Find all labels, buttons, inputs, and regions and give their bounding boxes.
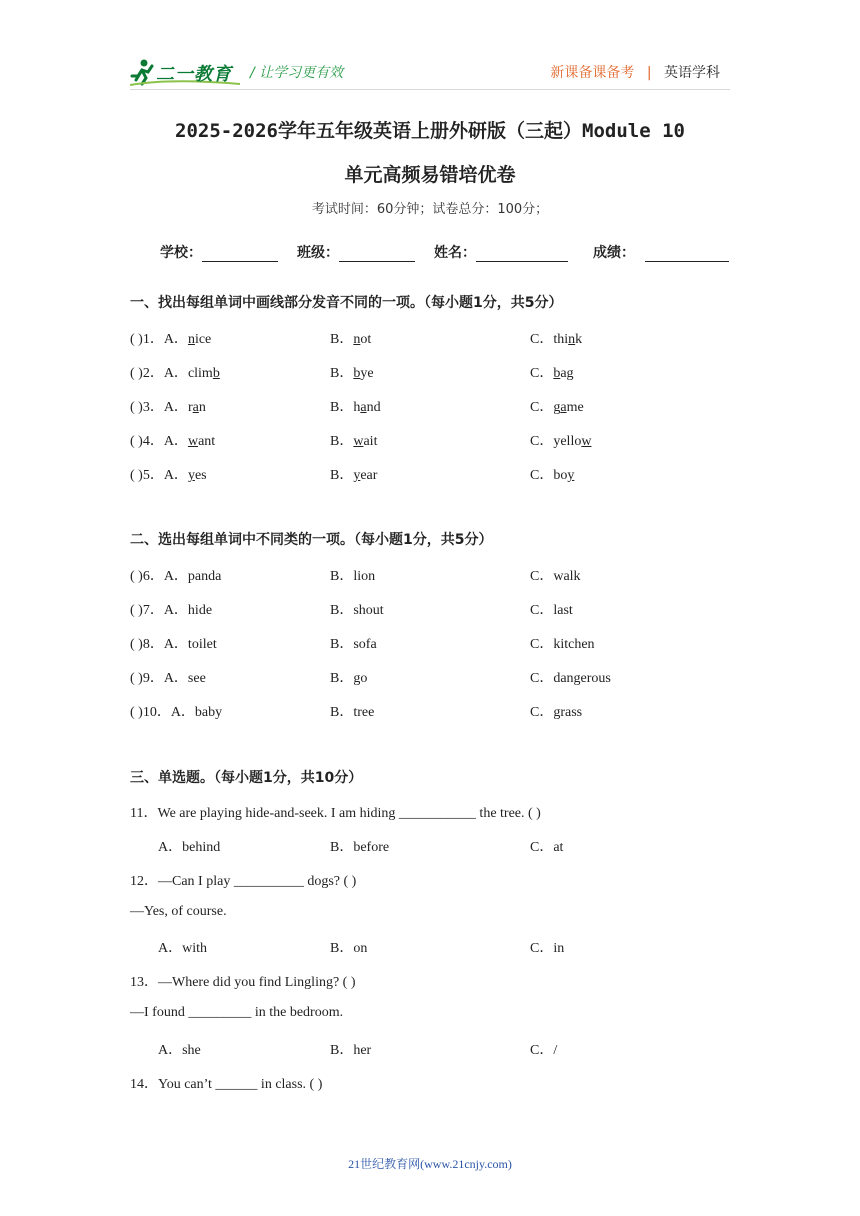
question-11-options [130, 836, 730, 856]
option-a[interactable]: ( )7．A．hide [130, 603, 213, 618]
name-blank[interactable] [476, 245, 568, 262]
exam-info: 考试时间：60分钟；试卷总分：100分； [311, 202, 549, 217]
option-c[interactable]: C．dangerous [530, 671, 611, 686]
header-separator: | [646, 65, 652, 81]
option-c[interactable]: C．kitchen [530, 637, 595, 652]
option-a[interactable]: ( )4．A．want [130, 434, 216, 449]
option-b[interactable]: B．sofa [330, 637, 377, 652]
footer-link[interactable]: 21世纪教育网(www.21cnjy.com) [348, 1157, 512, 1171]
question-row [130, 362, 730, 382]
option-b[interactable]: B．on [330, 941, 368, 956]
question-12: 12．—Can I play __________ dogs? ( ) [130, 874, 357, 889]
section-3-title: 三、单选题。（每小题1分，共10分） [130, 770, 363, 786]
question-row [130, 328, 730, 348]
header-divider [130, 89, 730, 90]
option-a[interactable]: A．with [158, 941, 207, 956]
score-label: 成绩： [593, 245, 635, 261]
school-field[interactable] [160, 242, 278, 262]
class-field[interactable] [297, 242, 415, 262]
question-13-options [130, 1039, 730, 1059]
question-13: 13．—Where did you find Lingling? ( ) [130, 975, 356, 990]
school-blank[interactable] [202, 245, 278, 262]
question-12-options [130, 937, 730, 957]
option-b[interactable]: B．year [330, 468, 378, 483]
option-a[interactable]: A．behind [158, 840, 221, 855]
question-row [130, 396, 730, 416]
option-a[interactable]: A．she [158, 1043, 201, 1058]
option-b[interactable]: B．lion [330, 569, 376, 584]
class-label: 班级： [297, 245, 339, 261]
name-field[interactable] [434, 242, 568, 262]
option-a[interactable]: ( )5．A．yes [130, 468, 207, 483]
option-b[interactable]: B．not [330, 332, 372, 347]
option-a[interactable]: ( )6．A．panda [130, 569, 222, 584]
score-blank[interactable] [645, 245, 729, 262]
question-row [130, 599, 730, 619]
logo-text: 二一教育 [156, 64, 232, 85]
option-b[interactable]: B．wait [330, 434, 378, 449]
class-blank[interactable] [339, 245, 415, 262]
page-title-line2: 单元高频易错培优卷 [344, 164, 516, 186]
brand-label: 新课备课备考 [550, 65, 635, 81]
option-b[interactable]: B．go [330, 671, 368, 686]
option-c[interactable]: C．yellow [530, 434, 592, 449]
option-b[interactable]: B．shout [330, 603, 384, 618]
option-b[interactable]: B．her [330, 1043, 372, 1058]
option-a[interactable]: ( )2．A．climb [130, 366, 220, 381]
option-b[interactable]: B．hand [330, 400, 381, 415]
question-row [130, 565, 730, 585]
option-c[interactable]: C．at [530, 840, 564, 855]
score-field[interactable] [593, 242, 729, 262]
name-label: 姓名： [434, 245, 476, 261]
page-header [130, 52, 730, 92]
question-row [130, 667, 730, 687]
option-a[interactable]: ( )1．A．nice [130, 332, 212, 347]
option-c[interactable]: C．walk [530, 569, 581, 584]
option-c[interactable]: C．think [530, 332, 583, 347]
option-b[interactable]: B．tree [330, 705, 375, 720]
slogan: / 让学习更有效 [250, 65, 344, 81]
question-row [130, 430, 730, 450]
option-a[interactable]: ( )9．A．see [130, 671, 206, 686]
option-b[interactable]: B．before [330, 840, 390, 855]
question-row [130, 633, 730, 653]
subject-label: 英语学科 [664, 65, 720, 81]
question-14: 14．You can’t ______ in class. ( ) [130, 1077, 323, 1092]
header-right [550, 62, 720, 82]
option-c[interactable]: C．/ [530, 1043, 558, 1058]
question-11: 11．We are playing hide-and-seek. I am hiding ___________ the tree. ( ) [130, 806, 541, 821]
option-c[interactable]: C．grass [530, 705, 583, 720]
option-a[interactable]: ( )3．A．ran [130, 400, 206, 415]
question-13-reply: —I found _________ in the bedroom. [130, 1005, 344, 1020]
question-12-reply: —Yes, of course. [130, 904, 227, 919]
option-c[interactable]: C．game [530, 400, 584, 415]
option-c[interactable]: C．in [530, 941, 565, 956]
section-1-title: 一、找出每组单词中画线部分发音不同的一项。（每小题1分，共5分） [130, 295, 563, 311]
option-b[interactable]: B．bye [330, 366, 374, 381]
option-c[interactable]: C．bag [530, 366, 574, 381]
option-c[interactable]: C．boy [530, 468, 575, 483]
school-label: 学校： [160, 245, 202, 261]
question-row [130, 464, 730, 484]
option-a[interactable]: ( )10．A．baby [130, 705, 223, 720]
option-c[interactable]: C．last [530, 603, 573, 618]
option-a[interactable]: ( )8．A．toilet [130, 637, 217, 652]
question-row [130, 701, 730, 721]
page-title: 2025-2026学年五年级英语上册外研版（三起）Module 10 [175, 120, 685, 142]
section-2-title: 二、选出每组单词中不同类的一项。（每小题1分，共5分） [130, 532, 493, 548]
